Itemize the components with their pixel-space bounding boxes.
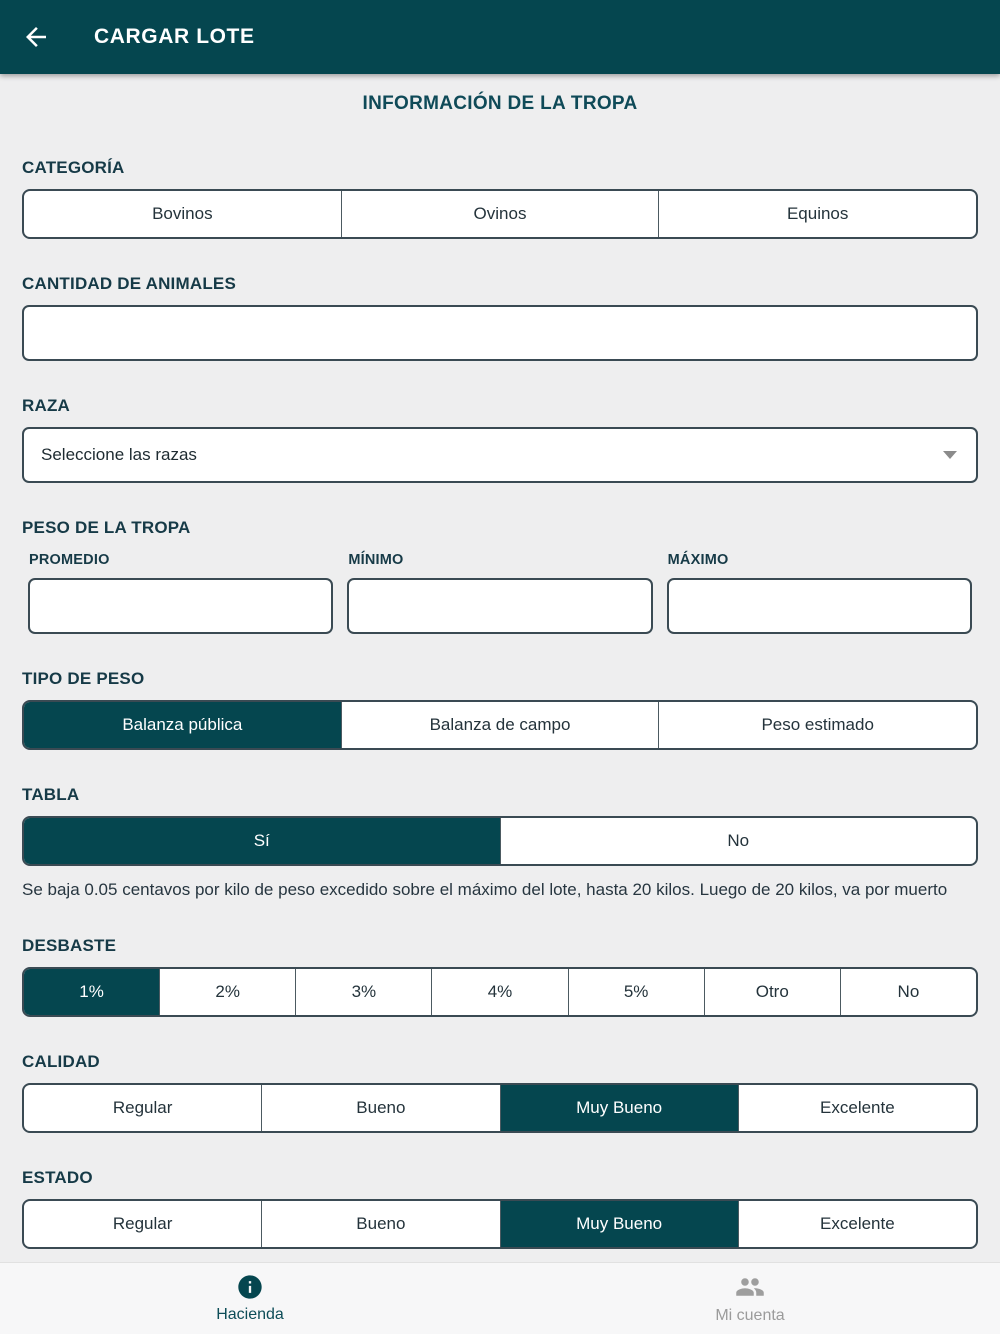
tipo-de-peso-segmented: [22, 700, 978, 750]
desbaste-label: DESBASTE: [22, 936, 117, 956]
tabla-help-text: Se baja 0.05 centavos por kilo de peso excedido sobre el máximo del lote, hasta 20 kilos. Luego de 20 kilos, va por muerto: [22, 880, 948, 899]
desbaste-segmented: [22, 967, 978, 1017]
desbaste-option-5[interactable]: 5%: [568, 969, 704, 1015]
promedio-input[interactable]: [28, 578, 333, 634]
peso-minimo-group: [347, 549, 652, 634]
desbaste-option-2[interactable]: 2%: [159, 969, 295, 1015]
raza-select[interactable]: [22, 427, 978, 483]
calidad-option-muy-bueno[interactable]: Muy Bueno: [500, 1085, 738, 1131]
peso-label: PESO DE LA TROPA: [22, 518, 191, 537]
categoria-option-bovinos[interactable]: Bovinos: [152, 204, 213, 223]
people-icon: [735, 1272, 765, 1302]
tabla-option-si[interactable]: Sí: [24, 818, 500, 864]
categoria-label: CATEGORÍA: [22, 158, 125, 177]
form-content: [0, 93, 1000, 1249]
minimo-input[interactable]: [347, 578, 652, 634]
cantidad-label: CANTIDAD DE ANIMALES: [22, 274, 236, 293]
maximo-input[interactable]: [667, 578, 972, 634]
categoria-option-equinos[interactable]: Equinos: [658, 191, 976, 237]
desbaste-option-otro[interactable]: Otro: [704, 969, 840, 1015]
calidad-option-regular[interactable]: Regular: [112, 1098, 173, 1118]
estado-option-regular[interactable]: Regular: [112, 1214, 173, 1234]
calidad-option-bueno[interactable]: Bueno: [261, 1085, 499, 1131]
tipo-option-balanza-de-campo[interactable]: Balanza de campo: [341, 702, 659, 748]
nav-label-hacienda: Hacienda: [216, 1306, 284, 1323]
calidad-option-excelente[interactable]: Excelente: [738, 1085, 976, 1131]
estado-option-bueno[interactable]: Bueno: [261, 1201, 499, 1247]
categoria-option-ovinos[interactable]: Ovinos: [341, 191, 659, 237]
tipo-option-peso-estimado[interactable]: Peso estimado: [658, 702, 976, 748]
calidad-segmented: [22, 1083, 978, 1133]
maximo-label: MÁXIMO: [667, 552, 729, 568]
info-icon: [236, 1273, 264, 1301]
nav-item-mi-cuenta[interactable]: [500, 1263, 1000, 1334]
raza-select-value: Seleccione las razas: [41, 445, 197, 464]
promedio-label: PROMEDIO: [29, 552, 110, 568]
raza-label: RAZA: [22, 396, 71, 415]
app-bar: [0, 0, 1000, 74]
tabla-option-no[interactable]: No: [500, 818, 977, 864]
desbaste-option-no[interactable]: No: [840, 969, 976, 1015]
nav-item-hacienda[interactable]: [0, 1263, 500, 1334]
peso-fields-row: [28, 549, 972, 634]
app-bar-title: CARGAR LOTE: [94, 25, 255, 48]
estado-label: ESTADO: [22, 1168, 93, 1188]
categoria-segmented: [22, 189, 978, 239]
desbaste-option-4[interactable]: 4%: [431, 969, 567, 1015]
tabla-segmented: [22, 816, 978, 866]
bottom-nav: [0, 1262, 1000, 1334]
estado-option-excelente[interactable]: Excelente: [738, 1201, 976, 1247]
tipo-option-balanza-publica[interactable]: Balanza pública: [24, 702, 341, 748]
tabla-label: TABLA: [22, 785, 80, 804]
back-button[interactable]: [0, 0, 72, 74]
nav-label-mi-cuenta: Mi cuenta: [715, 1307, 785, 1324]
cantidad-input[interactable]: [22, 305, 978, 361]
desbaste-option-3[interactable]: 3%: [295, 969, 431, 1015]
page-title: INFORMACIÓN DE LA TROPA: [362, 93, 638, 114]
peso-promedio-group: [28, 549, 333, 634]
peso-maximo-group: [667, 549, 972, 634]
estado-option-muy-bueno[interactable]: Muy Bueno: [500, 1201, 738, 1247]
tipo-de-peso-label: TIPO DE PESO: [22, 669, 145, 688]
estado-segmented: [22, 1199, 978, 1249]
calidad-label: CALIDAD: [22, 1052, 100, 1072]
arrow-left-icon: [21, 22, 51, 52]
desbaste-option-1[interactable]: 1%: [24, 969, 159, 1015]
minimo-label: MÍNIMO: [348, 552, 404, 568]
chevron-down-icon: [943, 451, 957, 459]
